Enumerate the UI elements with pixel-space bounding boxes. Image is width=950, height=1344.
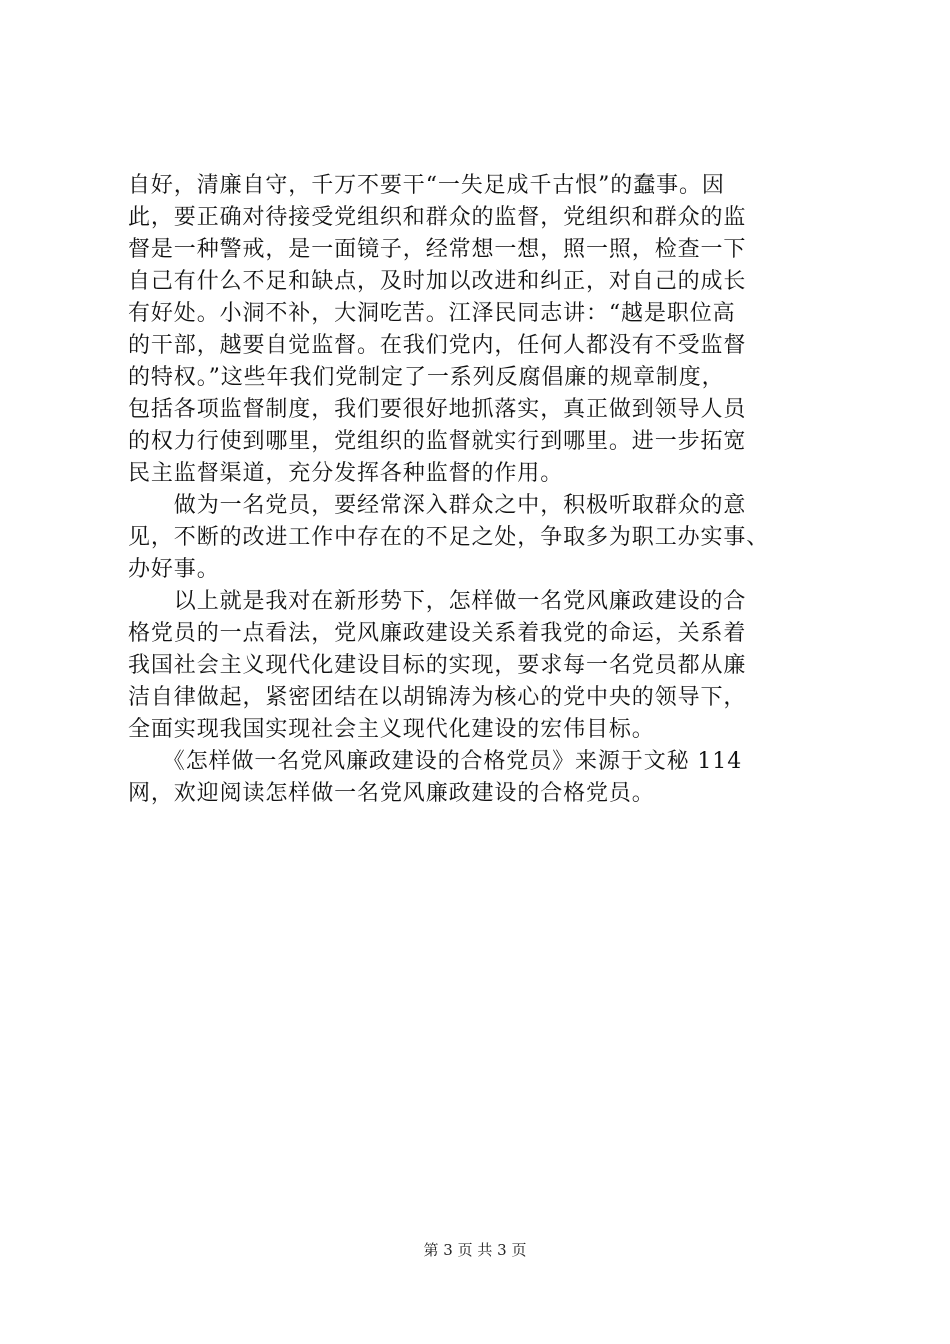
text-line: 此，要正确对待接受党组织和群众的监督，党组织和群众的监 xyxy=(128,205,747,230)
text-line: 我国社会主义现代化建设目标的实现，要求每一名党员都从廉 xyxy=(128,653,747,678)
text-line: 的干部，越要自觉监督。在我们党内，任何人都没有不受监督 xyxy=(128,333,747,358)
text-line: 网，欢迎阅读怎样做一名党风廉政建设的合格党员。 xyxy=(128,781,655,806)
text-line: 洁自律做起，紧密团结在以胡锦涛为核心的党中央的领导下， xyxy=(128,685,747,710)
text-line: 见，不断的改进工作中存在的不足之处，争取多为职工办实事、 xyxy=(128,525,770,550)
text-line: 民主监督渠道，充分发挥各种监督的作用。 xyxy=(128,461,564,486)
text-line: 包括各项监督制度，我们要很好地抓落实，真正做到领导人员 xyxy=(128,397,747,422)
page-footer xyxy=(0,1240,950,1260)
text-line: 的特权。”这些年我们党制定了一系列反腐倡廉的规章制度， xyxy=(128,365,725,390)
text-line: 《怎样做一名党风廉政建设的合格党员》来源于文秘 114 xyxy=(128,749,743,774)
text-line: 做为一名党员，要经常深入群众之中，积极听取群众的意 xyxy=(128,493,747,518)
text-line: 格党员的一点看法，党风廉政建设关系着我党的命运，关系着 xyxy=(128,621,747,646)
text-line: 有好处。小洞不补，大洞吃苦。江泽民同志讲：“越是职位高 xyxy=(128,301,736,326)
text-line: 督是一种警戒，是一面镜子，经常想一想，照一照，检查一下 xyxy=(128,237,747,262)
page-number: 第 3 页 共 3 页 xyxy=(423,1241,527,1259)
text-line: 自己有什么不足和缺点，及时加以改进和纠正，对自己的成长 xyxy=(128,269,747,294)
text-line: 办好事。 xyxy=(128,557,220,582)
body-text xyxy=(128,170,838,810)
text-line: 的权力行使到哪里，党组织的监督就实行到哪里。进一步拓宽 xyxy=(128,429,747,454)
text-line: 以上就是我对在新形势下，怎样做一名党风廉政建设的合 xyxy=(128,589,747,614)
text-line: 自好，清廉自守，千万不要干“一失足成千古恨”的蠢事。因 xyxy=(128,173,725,198)
text-line: 全面实现我国实现社会主义现代化建设的宏伟目标。 xyxy=(128,717,655,742)
